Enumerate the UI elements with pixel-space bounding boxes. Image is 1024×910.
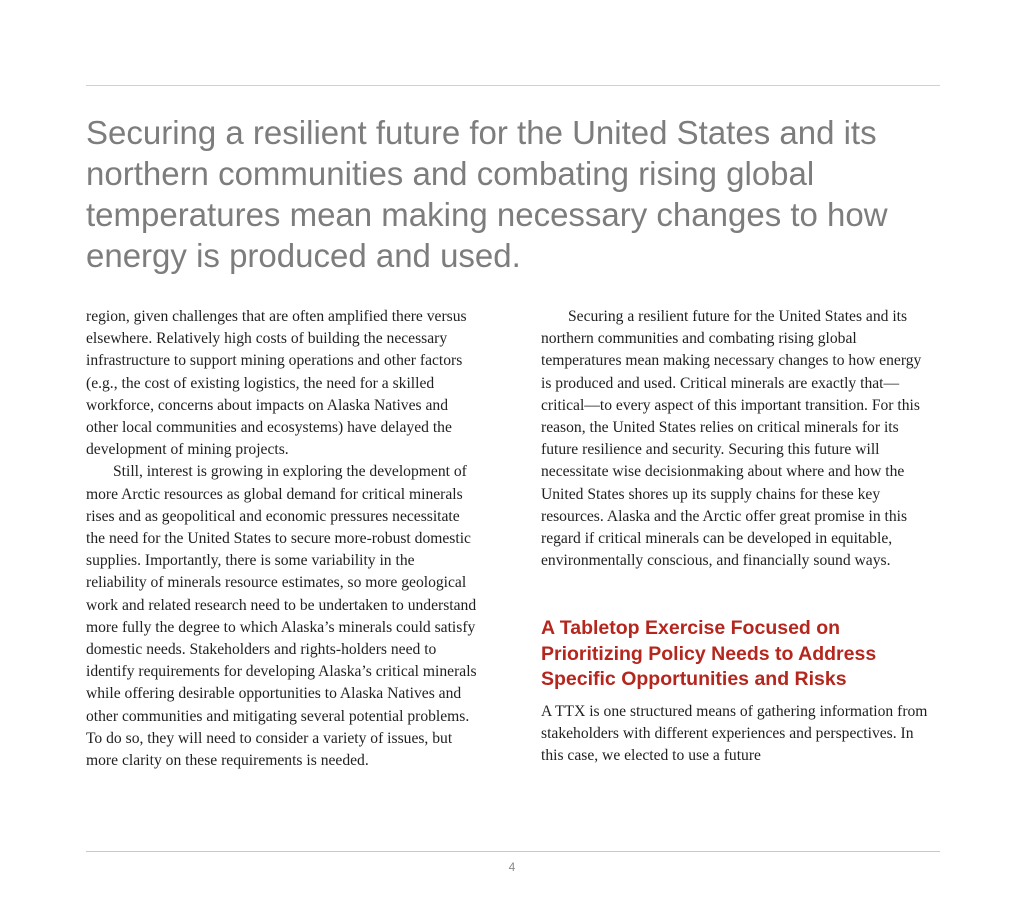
right-paragraph-2: A TTX is one structured means of gathering information from stakeholders with different experiences and perspectives. In this case, we elected to use a future	[541, 702, 928, 765]
left-column	[86, 306, 478, 772]
page-number: 4	[508, 860, 516, 874]
right-paragraph-1: Securing a resilient future for the United States and its northern communities and combating rising global temperatures mean making necessary changes to how energy is produced and used. Critical minerals are exactly that—critical—to every aspect of this important transition. For this reason, the United States relies on critical minerals for its future resilience and security. Securing this future will necessitate wise decisionmaking about where and how the United States shores up its supply chains for these key resources. Alaska and the Arctic offer great promise in this regard if critical minerals can be developed in equitable, environmentally conscious, and financially sound ways.	[541, 308, 922, 570]
pull-quote: Securing a resilient future for the United States and its northern communities and combating rising global temperatures mean making necessary changes to how energy is produced and used.	[86, 114, 888, 274]
right-column	[541, 306, 935, 768]
left-paragraph-2: Still, interest is growing in exploring the development of more Arctic resources as global demand for critical minerals rises and as geopolitical and economic pressures necessitate the need for the United States to secure more-robust domestic supplies. Importantly, there is some variability in the reliability of minerals resource estimates, so more geological work and related research need to be undertaken to understand more fully the degree to which Alaska’s minerals could satisfy domestic needs. Stakeholders and rights-holders need to identify requirements for developing Alaska’s critical minerals while offering desirable opportunities to Alaska Natives and other communities and mitigating several potential problems. To do so, they will need to consider a variety of issues, but more clarity on these requirements is needed.	[86, 463, 477, 770]
section-heading: A Tabletop Exercise Focused on Prioritizing Policy Needs to Address Specific Opportunities and Risks	[541, 617, 877, 691]
top-divider	[86, 85, 940, 86]
left-paragraph-1: region, given challenges that are often amplified there versus elsewhere. Relatively high costs of building the necessary infrastructure to support mining operations and other factors (e.g., the cost of existing logistics, the need for a skilled workforce, concerns about impacts on Alaska Natives and other local communities and ecosystems) have delayed the development of mining projects.	[86, 308, 467, 459]
bottom-divider	[86, 851, 940, 852]
